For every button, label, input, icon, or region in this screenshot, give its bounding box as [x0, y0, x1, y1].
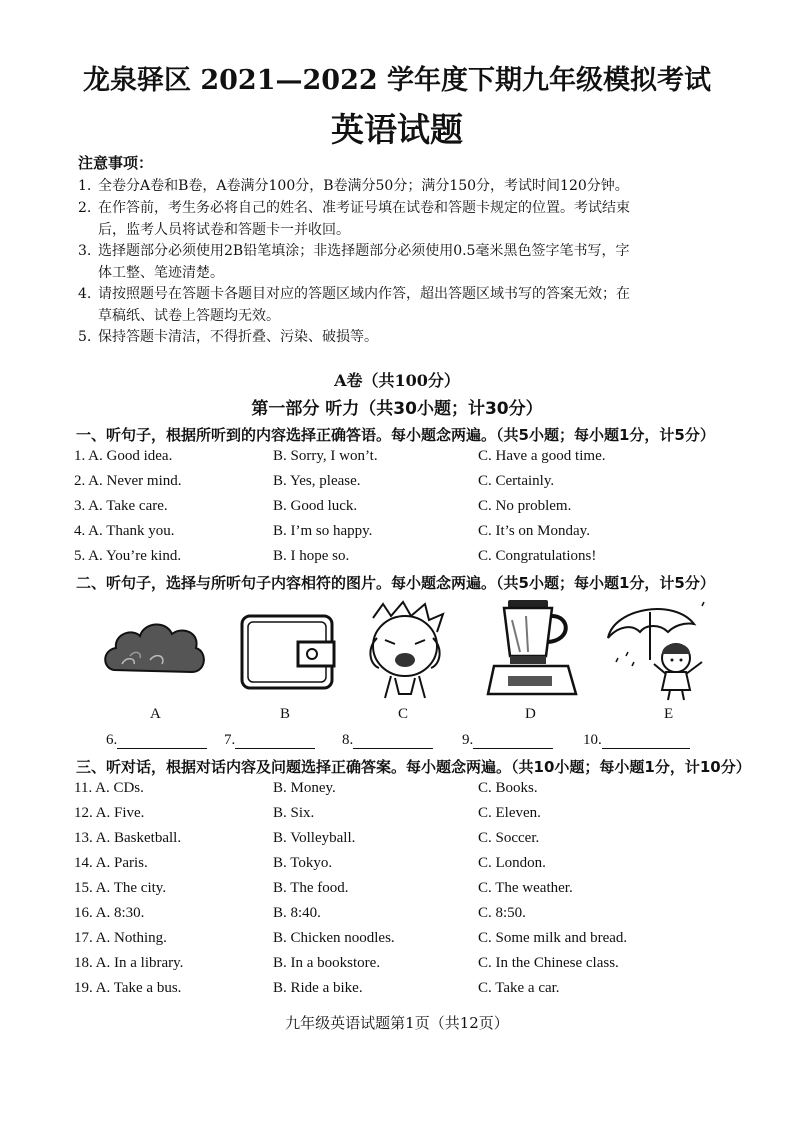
question-option: 3. A. Take care.	[74, 498, 168, 514]
question-option: B. Volleyball.	[273, 830, 356, 846]
exam-subtitle: 英语试题	[331, 110, 463, 149]
question-option: B. Yes, please.	[273, 473, 361, 489]
question-option: B. In a bookstore.	[273, 955, 381, 971]
question-option: B. Money.	[273, 780, 336, 796]
question-option: B. Ride a bike.	[273, 980, 363, 996]
question-option: C. Take a car.	[478, 980, 560, 996]
wallet-picture	[238, 612, 338, 694]
blender-picture	[486, 596, 582, 700]
cloud-picture	[100, 612, 210, 692]
answer-blank[interactable]: 7.	[224, 732, 315, 749]
question-option: 13. A. Basketball.	[74, 830, 182, 846]
note-item-cont: 草稿纸、试卷上答题均无效。	[98, 308, 280, 324]
question-option: 15. A. The city.	[74, 880, 167, 896]
question-option: B. Tokyo.	[273, 855, 333, 871]
picture-label: C	[398, 706, 409, 722]
part-1-heading: 第一部分 听力（共30小题；计30分）	[251, 399, 543, 419]
question-option: B. Good luck.	[273, 498, 358, 514]
question-option: 19. A. Take a bus.	[74, 980, 182, 996]
note-item: 5. 保持答题卡清洁，不得折叠、污染、破损等。	[78, 329, 378, 345]
question-option: C. It’s on Monday.	[478, 523, 590, 539]
question-option: B. The food.	[273, 880, 349, 896]
picture-label: D	[525, 706, 536, 722]
question-option: 11. A. CDs.	[74, 780, 144, 796]
answer-blank[interactable]: 10.	[583, 732, 690, 749]
question-option: B. Chicken noodles.	[273, 930, 395, 946]
answer-blank[interactable]: 9.	[462, 732, 553, 749]
picture-label: B	[280, 706, 291, 722]
question-option: C. No problem.	[478, 498, 572, 514]
note-item: 1. 全卷分A卷和B卷，A卷满分100分，B卷满分50分；满分150分，考试时间120分钟。	[78, 178, 629, 194]
section-2-heading: 二、听句子，选择与所听句子内容相符的图片。每小题念两遍。（共5小题；每小题1分，计5分）	[76, 574, 715, 592]
picture-label: A	[150, 706, 161, 722]
question-option: 16. A. 8:30.	[74, 905, 145, 921]
answer-blank[interactable]: 6.	[106, 732, 207, 749]
question-option: 18. A. In a library.	[74, 955, 184, 971]
question-option: C. 8:50.	[478, 905, 526, 921]
question-option: C. Some milk and bread.	[478, 930, 628, 946]
question-option: C. Soccer.	[478, 830, 540, 846]
question-option: C. In the Chinese class.	[478, 955, 619, 971]
answer-blank[interactable]: 8.	[342, 732, 433, 749]
question-option: B. I’m so happy.	[273, 523, 373, 539]
question-option: B. Six.	[273, 805, 315, 821]
note-item: 3. 选择题部分必须使用2B铅笔填涂；非选择题部分必须使用0.5毫米黑色签字笔书写，字	[78, 243, 630, 259]
question-option: 12. A. Five.	[74, 805, 145, 821]
question-option: C. London.	[478, 855, 546, 871]
page-footer: 九年级英语试题第1页（共12页）	[285, 1014, 509, 1032]
question-option: 2. A. Never mind.	[74, 473, 182, 489]
question-option: C. Eleven.	[478, 805, 541, 821]
note-item: 2. 在作答前，考生务必将自己的姓名、准考证号填在试卷和答题卡规定的位置。考试结束	[78, 200, 630, 216]
section-1-heading: 一、听句子，根据所听到的内容选择正确答语。每小题念两遍。（共5小题；每小题1分，计5分）	[76, 426, 715, 444]
part-a-heading: A卷（共100分）	[334, 371, 460, 390]
question-option: B. 8:40.	[273, 905, 321, 921]
note-item-cont: 后，监考人员将试卷和答题卡一并收回。	[98, 222, 350, 238]
exam-title: 龙泉驿区 2021—2022 学年度下期九年级模拟考试	[82, 65, 712, 96]
question-option: B. Sorry, I won’t.	[273, 448, 378, 464]
notes-heading: 注意事项：	[78, 154, 154, 172]
question-option: C. The weather.	[478, 880, 573, 896]
question-option: C. Have a good time.	[478, 448, 606, 464]
question-option: C. Congratulations!	[478, 548, 597, 564]
note-item: 4. 请按照题号在答题卡各题目对应的答题区域内作答，超出答题区域书写的答案无效；在	[78, 286, 630, 302]
question-option: 14. A. Paris.	[74, 855, 148, 871]
question-option: B. I hope so.	[273, 548, 350, 564]
section-3-heading: 三、听对话，根据对话内容及问题选择正确答案。每小题念两遍。（共10小题；每小题1分，计10分）	[76, 758, 751, 776]
question-option: C. Certainly.	[478, 473, 555, 489]
question-option: C. Books.	[478, 780, 538, 796]
note-item-cont: 体工整、笔迹清楚。	[98, 265, 224, 281]
umbrella-girl-picture	[604, 600, 714, 702]
crying-child-picture	[355, 598, 455, 702]
question-option: 4. A. Thank you.	[74, 523, 175, 539]
question-option: 17. A. Nothing.	[74, 930, 167, 946]
question-option: 1. A. Good idea.	[74, 448, 173, 464]
picture-label: E	[664, 706, 674, 722]
question-option: 5. A. You’re kind.	[74, 548, 182, 564]
